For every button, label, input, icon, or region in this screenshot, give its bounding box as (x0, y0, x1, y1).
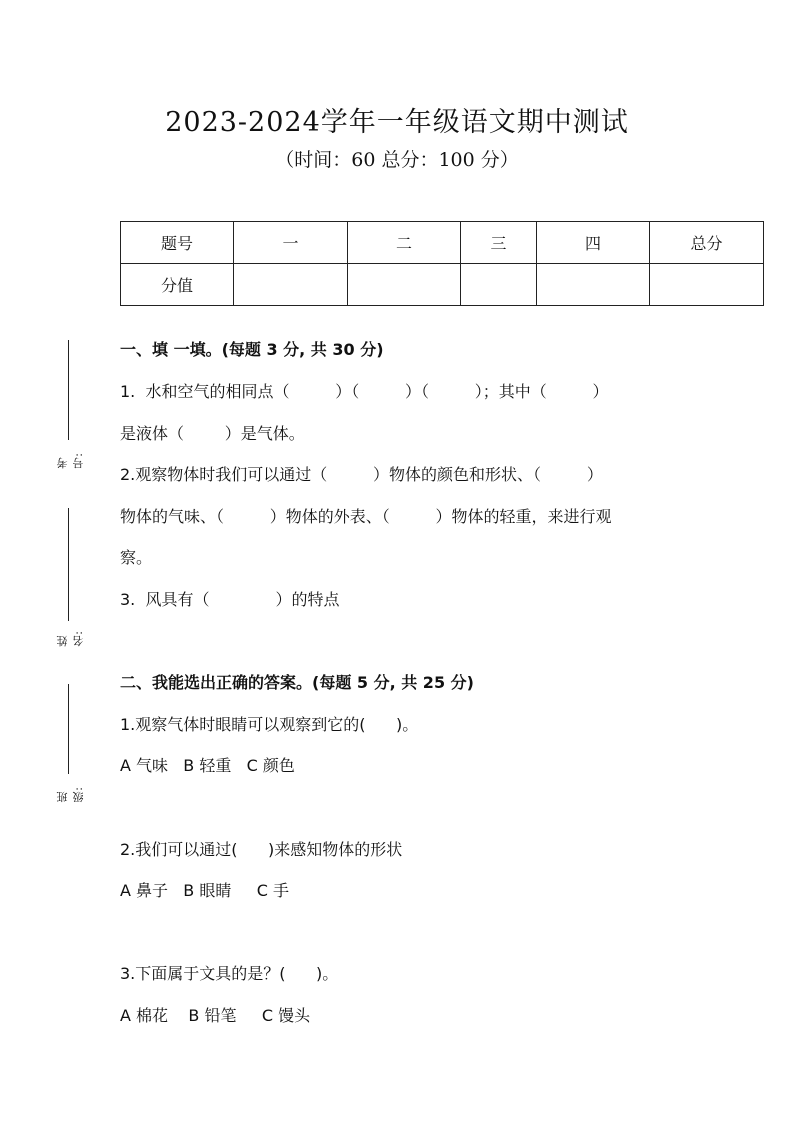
question-line: 物体的气味、（ ）物体的外表、（ ）物体的轻重，来进行观 (120, 507, 612, 526)
question-line: 3. 风具有（ ）的特点 (120, 590, 340, 609)
answer-options: A 鼻子 B 眼睛 C 手 (120, 881, 290, 900)
question-line: 2.我们可以通过( )来感知物体的形状 (120, 840, 403, 859)
question-line: 2.观察物体时我们可以通过（ ）物体的颜色和形状、（ ） (120, 465, 603, 484)
answer-options: A 棉花 B 铅笔 C 馒头 (120, 1006, 311, 1025)
score-entry-cell[interactable] (461, 264, 537, 306)
score-table-cell: 二 (348, 222, 461, 264)
score-table-cell: 题号 (121, 222, 234, 264)
score-table-cell: 四 (537, 222, 650, 264)
score-table-cell: 三 (461, 222, 537, 264)
question-line: 是液体（ ）是气体。 (120, 424, 305, 443)
score-entry-cell[interactable] (234, 264, 348, 306)
binding-line (68, 684, 69, 774)
binding-line (68, 508, 69, 621)
score-entry-cell[interactable] (537, 264, 650, 306)
score-table (120, 221, 764, 306)
score-entry-cell[interactable] (348, 264, 461, 306)
name-label: 姓名: (56, 630, 85, 647)
score-table-header-row (121, 222, 764, 264)
binding-line (68, 340, 69, 440)
exam-subtitle: （时间：60 总分：100 分） (275, 149, 519, 171)
question-line: 1.观察气体时眼睛可以观察到它的( )。 (120, 715, 419, 734)
section-two-heading: 二、我能选出正确的答案。(每题 5 分, 共 25 分) (120, 673, 474, 692)
question-line: 1. 水和空气的相同点（ ）（ ）（ ）；其中（ ） (120, 382, 609, 401)
class-label: 班级: (56, 786, 85, 803)
question-line: 察。 (120, 548, 153, 567)
score-table-cell: 总分 (650, 222, 764, 264)
score-table-cell: 分值 (121, 264, 234, 306)
section-one-heading: 一、填 一填。(每题 3 分, 共 30 分) (120, 340, 384, 359)
score-table-cell: 一 (234, 222, 348, 264)
score-table-value-row (121, 264, 764, 306)
answer-options: A 气味 B 轻重 C 颜色 (120, 756, 295, 775)
exam-title: 2023-2024学年一年级语文期中测试 (165, 107, 629, 138)
question-line: 3.下面属于文具的是？( )。 (120, 964, 339, 983)
score-entry-cell[interactable] (650, 264, 764, 306)
exam-number-label: 考号: (56, 452, 85, 469)
